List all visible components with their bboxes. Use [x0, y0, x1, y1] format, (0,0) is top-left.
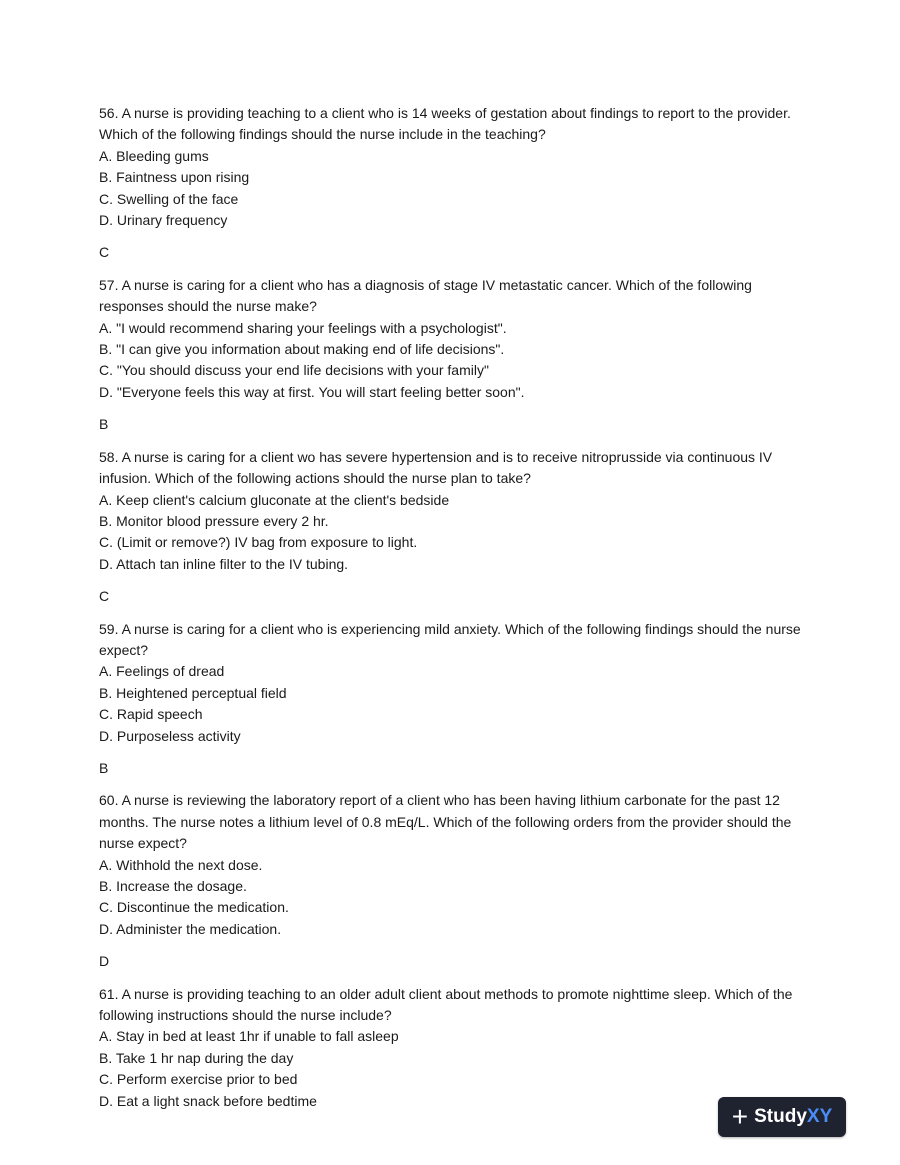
option-c: C. "You should discuss your end life decisions with your family": [99, 362, 489, 379]
question-text: 58. A nurse is caring for a client wo has severe hypertension and is to receive nitroprusside via continuous IV infusion. Which of the following actions should the nurse plan to take?: [99, 448, 773, 487]
option-c: C. Swelling of the face: [99, 190, 239, 207]
question-text: 60. A nurse is reviewing the laboratory report of a client who has been having lithium carbonate for the past 12 months. The nurse notes a lithium level of 0.8 mEq/L. Which of the following orders from the provider should the nurse expect?: [99, 792, 792, 852]
option-c: C. Rapid speech: [99, 706, 203, 723]
logo-text: Study: [754, 1106, 807, 1127]
question-text: 56. A nurse is providing teaching to a client who is 14 weeks of gestation about findings to report to the provider. Which of the following findings should the nurse include in the teaching?: [99, 105, 791, 143]
question-56: [99, 103, 819, 264]
option-b: B. Increase the dosage.: [99, 878, 247, 894]
question-61: [99, 984, 819, 1112]
option-c: C. Perform exercise prior to bed: [99, 1071, 298, 1088]
question-57: [99, 275, 819, 436]
option-a: A. Withhold the next dose.: [99, 856, 263, 873]
answer-key: C: [99, 588, 110, 605]
question-59: [99, 619, 819, 780]
option-a: A. "I would recommend sharing your feelings with a psychologist".: [99, 319, 507, 336]
question-list: [99, 103, 819, 1112]
option-d: D. Urinary frequency: [99, 212, 228, 229]
option-d: D. Purposeless activity: [99, 727, 241, 744]
plus-icon: +: [731, 1101, 749, 1132]
option-b: B. Monitor blood pressure every 2 hr.: [99, 512, 329, 529]
option-c: C. (Limit or remove?) IV bag from exposure to light.: [99, 534, 418, 551]
question-text: 61. A nurse is providing teaching to an older adult client about methods to promote nighttime sleep. Which of the following instructions should the nurse include?: [99, 985, 793, 1024]
option-a: A. Keep client's calcium gluconate at the client's bedside: [99, 491, 450, 508]
logo-accent-text: XY: [806, 1106, 833, 1127]
option-b: B. Take 1 hr nap during the day: [99, 1049, 294, 1066]
option-a: A. Feelings of dread: [99, 663, 225, 680]
answer-key: C: [99, 244, 110, 261]
question-58: [99, 447, 819, 608]
question-text: 59. A nurse is caring for a client who is experiencing mild anxiety. Which of the following findings should the nurse expect?: [99, 620, 801, 658]
question-text: 57. A nurse is caring for a client who has a diagnosis of stage IV metastatic cancer. Which of the following responses should the nurse make?: [99, 276, 752, 315]
answer-key: D: [99, 953, 110, 970]
answer-key: B: [99, 759, 109, 776]
option-b: B. "I can give you information about making end of life decisions".: [99, 341, 505, 358]
option-a: A. Stay in bed at least 1hr if unable to fall asleep: [99, 1028, 399, 1045]
option-b: B. Faintness upon rising: [99, 169, 250, 186]
question-60: [99, 790, 819, 972]
option-d: D. Administer the medication.: [99, 920, 282, 937]
answer-key: B: [99, 416, 109, 433]
option-a: A. Bleeding gums: [99, 147, 209, 164]
option-c: C. Discontinue the medication.: [99, 899, 289, 916]
option-d: D. "Everyone feels this way at first. You will start feeling better soon".: [99, 383, 525, 400]
option-d: D. Attach tan inline filter to the IV tubing.: [99, 555, 349, 572]
option-d: D. Eat a light snack before bedtime: [99, 1092, 317, 1109]
studyxy-logo: [718, 1097, 846, 1137]
option-b: B. Heightened perceptual field: [99, 684, 287, 701]
